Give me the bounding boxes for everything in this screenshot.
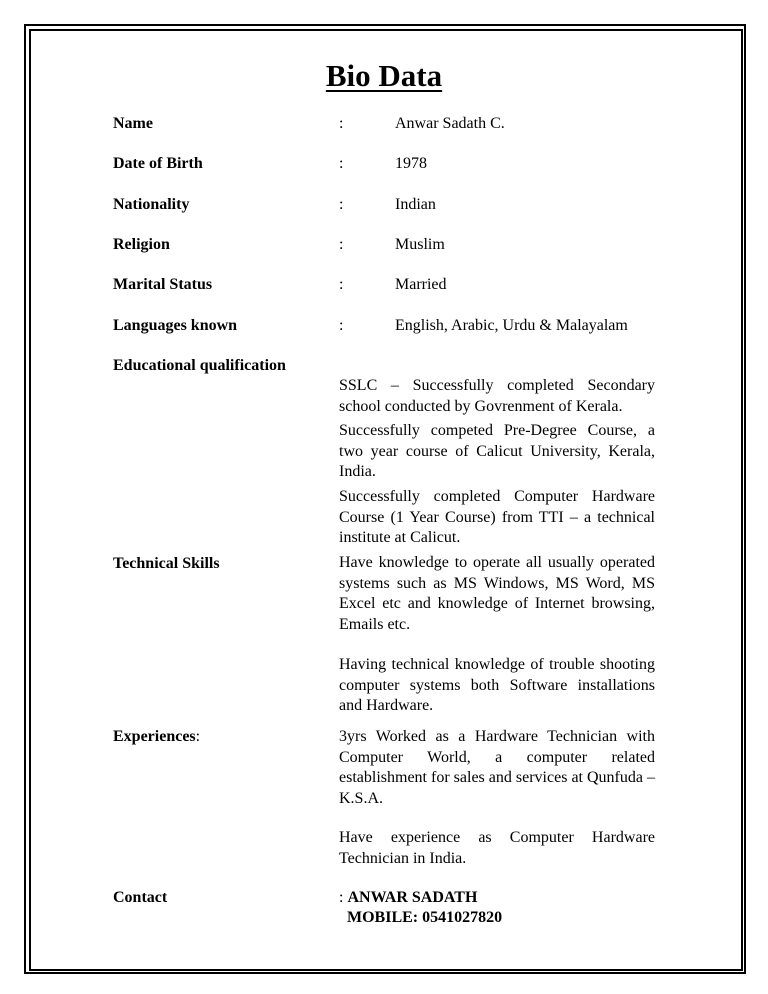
education-item: Successfully completed Computer Hardware Course (1 Year Course) from TTI – a technical institute at Calicut.	[339, 488, 655, 546]
field-value: Indian	[395, 196, 436, 213]
experience-item: Have experience as Computer Hardware Technician in India.	[339, 829, 655, 867]
education-item: SSLC – Successfully completed Secondary school conducted by Govrenment of Kerala.	[339, 377, 655, 415]
experiences-label: Experiences:	[113, 728, 201, 745]
field-label: Religion	[113, 236, 170, 253]
field-separator: :	[339, 196, 344, 213]
education-item: Successfully competed Pre-Degree Course, a two year course of Calicut University, Kerala, India.	[339, 422, 655, 480]
field-label: Nationality	[113, 196, 190, 213]
field-label: Name	[113, 115, 153, 132]
field-value: 1978	[395, 155, 427, 172]
technical-skill-item: Have knowledge to operate all usually operated systems such as MS Windows, MS Word, MS Excel etc and knowledge of Internet browsing, Emails etc.	[339, 554, 655, 633]
field-value: English, Arabic, Urdu & Malayalam	[395, 317, 628, 334]
field-value: Anwar Sadath C.	[395, 115, 505, 132]
contact-label: Contact	[113, 889, 168, 906]
field-separator: :	[339, 115, 344, 132]
technical-skill-item: Having technical knowledge of trouble shooting computer systems both Software installations and Hardware.	[339, 656, 655, 714]
education-label: Educational qualification	[113, 357, 286, 374]
experience-item: 3yrs Worked as a Hardware Technician with Computer World, a computer related establishment for sales and services at Qunfuda – K.S.A.	[339, 728, 655, 807]
field-label: Marital Status	[113, 276, 213, 293]
contact-mobile: MOBILE: 0541027820	[347, 909, 503, 926]
field-value: Muslim	[395, 236, 445, 253]
field-separator: :	[339, 236, 344, 253]
field-separator: :	[339, 155, 344, 172]
contact-name: ANWAR SADATH	[347, 889, 478, 906]
field-separator: :	[339, 317, 344, 334]
field-label: Languages known	[113, 317, 238, 334]
field-separator: :	[339, 276, 344, 293]
contact-name-line	[339, 888, 477, 908]
contact-separator: :	[339, 889, 348, 906]
document-title: Bio Data	[325, 58, 443, 93]
field-label: Date of Birth	[113, 155, 203, 172]
field-value: Married	[395, 276, 447, 293]
technical-skills-label: Technical Skills	[113, 555, 220, 572]
